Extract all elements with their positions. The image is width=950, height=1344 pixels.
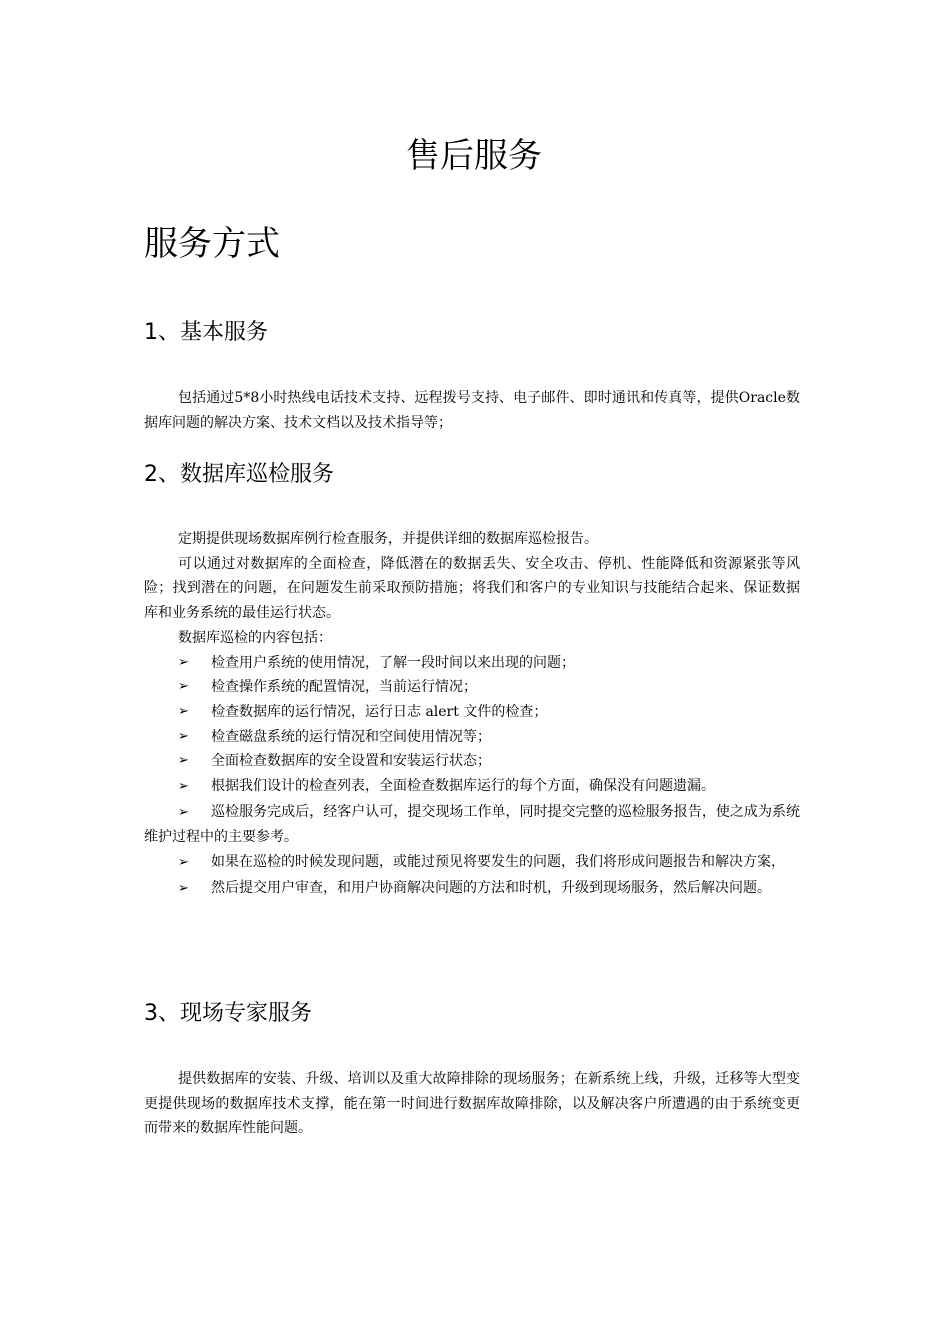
paragraph-onsite-expert-service: 提供数据库的安装、升级、培训以及重大故障排除的现场服务；在新系统上线，升级，迁移等大型变更提供现场的数据库技术支撑，能在第一时间进行数据库故障排除，以及解决客户所遭遇的由于系统变更而带来的数据库性能问题。 bbox=[144, 1071, 800, 1137]
arrow-bullet-icon: ➢ bbox=[178, 654, 189, 670]
heading-onsite-expert-service: 3、现场专家服务 bbox=[144, 1001, 312, 1026]
list-item bbox=[144, 675, 800, 700]
arrow-bullet-icon: ➢ bbox=[178, 880, 189, 896]
list-item-text: 检查操作系统的配置情况，当前运行情况； bbox=[211, 679, 477, 696]
list-item-text: 然后提交用户审查，和用户协商解决问题的方法和时机，升级到现场服务，然后解决问题。 bbox=[211, 879, 771, 896]
document-title: 售后服务 bbox=[406, 136, 542, 176]
list-item bbox=[144, 651, 800, 676]
list-item-text: 如果在巡检的时候发现问题，或能过预见将要发生的问题，我们将形成问题报告和解决方案， bbox=[211, 854, 785, 871]
arrow-bullet-icon: ➢ bbox=[178, 779, 189, 795]
list-item-text: 巡检服务完成后，经客户认可，提交现场工作单，同时提交完整的巡检服务报告，使之成为系统维护过程中的主要参考。 bbox=[144, 803, 800, 846]
heading-inspection-service: 2、数据库巡检服务 bbox=[144, 462, 334, 487]
list-item bbox=[144, 850, 800, 876]
list-item-text: 检查用户系统的使用情况，了解一段时间以来出现的问题； bbox=[211, 654, 575, 671]
list-item bbox=[144, 800, 800, 850]
list-item bbox=[144, 700, 800, 725]
list-item bbox=[144, 749, 800, 774]
section-heading: 服务方式 bbox=[144, 224, 280, 264]
inspection-service-body bbox=[144, 527, 800, 902]
list-item bbox=[144, 876, 800, 902]
arrow-bullet-icon: ➢ bbox=[178, 753, 189, 769]
list-item bbox=[144, 774, 800, 800]
paragraph-basic-service: 包括通过5*8小时热线电话技术支持、远程拨号支持、电子邮件、即时通讯和传真等，提供Oracle数据库问题的解决方案、技术文档以及技术指导等； bbox=[144, 390, 800, 431]
arrow-bullet-icon: ➢ bbox=[178, 703, 189, 719]
paragraph-inspection-intro: 定期提供现场数据库例行检查服务，并提供详细的数据库巡检报告。 bbox=[178, 531, 598, 547]
heading-basic-service: 1、基本服务 bbox=[144, 320, 268, 345]
arrow-bullet-icon: ➢ bbox=[178, 728, 189, 744]
list-item-text: 全面检查数据库的安全设置和安装运行状态； bbox=[211, 753, 491, 770]
arrow-bullet-icon: ➢ bbox=[178, 855, 189, 871]
list-item-text: 检查数据库的运行情况，运行日志 alert 文件的检查； bbox=[211, 703, 548, 720]
list-item bbox=[144, 725, 800, 750]
list-item-text: 检查磁盘系统的运行情况和空间使用情况等； bbox=[211, 728, 491, 745]
paragraph-inspection-benefits: 可以通过对数据库的全面检查，降低潜在的数据丢失、安全攻击、停机、性能降低和资源紧张等风险；找到潜在的问题，在问题发生前采取预防措施；将我们和客户的专业知识与技能结合起来、保证数据库和业务系统的最佳运行状态。 bbox=[144, 555, 800, 622]
list-item-text: 根据我们设计的检查列表，全面检查数据库运行的每个方面，确保没有问题遗漏。 bbox=[211, 778, 715, 795]
arrow-bullet-icon: ➢ bbox=[178, 804, 189, 820]
arrow-bullet-icon: ➢ bbox=[178, 679, 189, 695]
paragraph-inspection-contents: 数据库巡检的内容包括： bbox=[178, 629, 332, 646]
